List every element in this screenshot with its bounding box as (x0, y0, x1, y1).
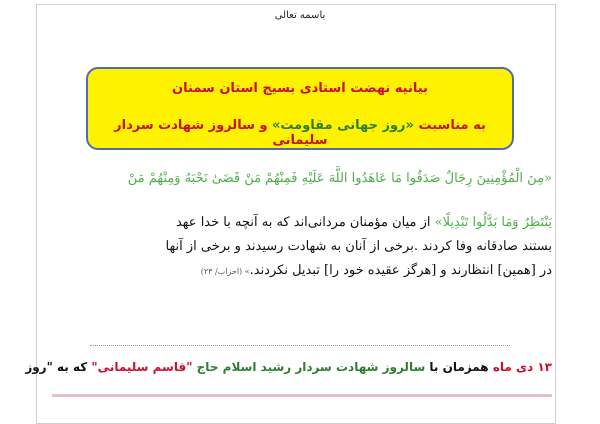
verse-line-2 (52, 215, 552, 230)
verse-arabic-end: يَنْتَظِرُ وَمَا بَدَّلُوا تَبْدِيلًا» (434, 215, 552, 230)
news-name: "قاسم سلیمانی" (91, 360, 193, 374)
news-date: ۱۳ دی ماه (492, 360, 552, 374)
verse-line-3: بستند صادقانه وفا کردند .برخی از آنان به شهادت رسیدند و برخی از آنها (165, 239, 552, 254)
banner-title: بیانیه نهضت استادی بسیج استان سمنان (172, 81, 428, 96)
news-highlight: سالروز شهادت سردار رشید اسلام حاج (192, 360, 426, 374)
news-mid: همزمان با (425, 360, 493, 374)
verse-translation-end: در [همین] انتظارند و [هرگز عقیده خود را] تبدیل نکردند. (249, 263, 552, 278)
section-divider (90, 345, 510, 346)
verse-citation: » (احزاب/ ۲۳) (200, 267, 250, 276)
verse-line-1: «مِنَ الْمُؤْمِنِينَ رِجَالٌ صَدَقُوا مَا عَاهَدُوا اللَّهَ عَلَيْهِ فَمِنْهُمْ مَنْ قَضَىٰ نَحْبَهُ وَمِنْهُمْ مَنْ (127, 171, 552, 186)
title-banner (86, 67, 514, 150)
banner-subtitle-post: و سالروز شهادت سردار سلیمانی (114, 118, 328, 148)
news-paragraph (25, 360, 552, 374)
banner-subtitle-pre: به مناسبت (413, 118, 486, 133)
banner-subtitle (88, 118, 512, 148)
verse-translation-start: از میان مؤمنان مردانی‌اند که به آنچه با خدا عهد (175, 215, 435, 230)
banner-subtitle-green: «روز جهانی مقاومت» (272, 118, 414, 133)
news-tail: که به "روز (25, 360, 92, 374)
verse-line-4 (52, 263, 552, 278)
invocation-text: باسمه تعالی (274, 10, 326, 21)
cut-off-line (52, 388, 552, 400)
